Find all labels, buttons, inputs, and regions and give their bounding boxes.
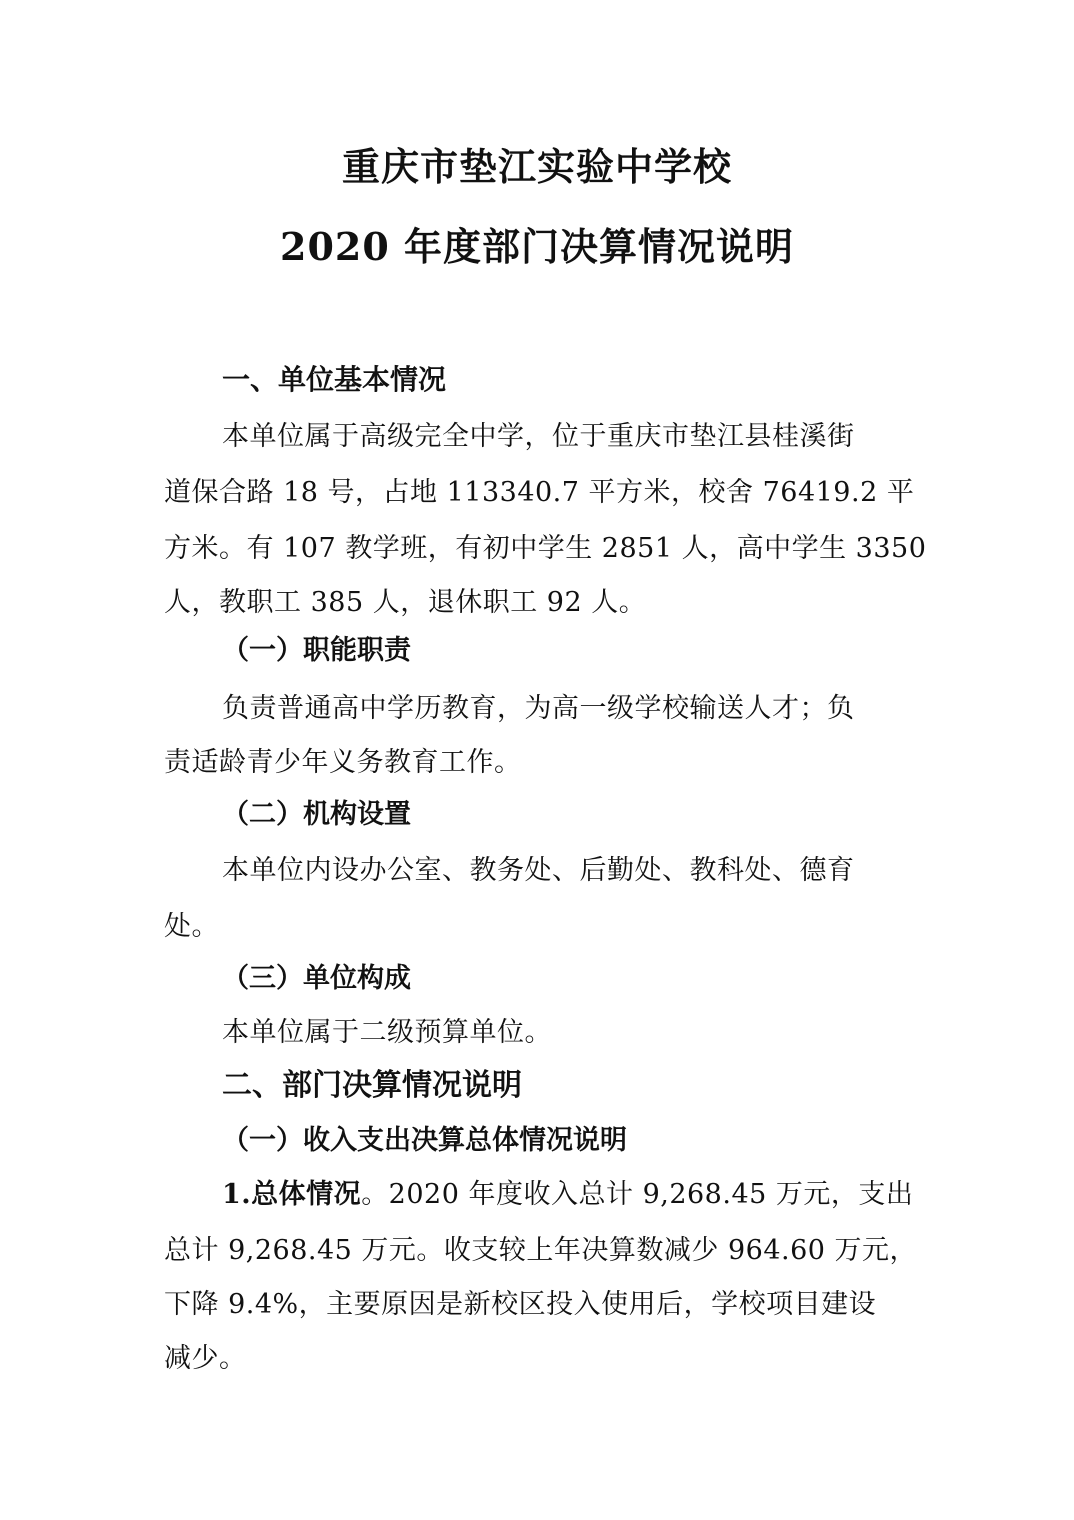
composition-line: 本单位属于二级预算单位。 xyxy=(222,1017,552,1048)
organization-line: 本单位内设办公室、教务处、后勤处、教科处、德育 xyxy=(222,855,855,886)
overall-label: 1.总体情况 xyxy=(222,1179,362,1210)
overall-line: 下降 9.4%，主要原因是新校区投入使用后，学校项目建设 xyxy=(164,1289,877,1320)
subsection-income-expense-heading: （一）收入支出决算总体情况说明 xyxy=(222,1125,627,1156)
overall-line: 总计 9,268.45 万元。收支较上年决算数减少 964.60 万元， xyxy=(164,1235,918,1266)
document-title-line1: 重庆市垫江实验中学校 xyxy=(341,144,732,189)
section1-intro-line: 方米。有 107 教学班，有初中学生 2851 人，高中学生 3350 xyxy=(164,533,927,564)
functions-line: 负责普通高中学历教育，为高一级学校输送人才；负 xyxy=(222,693,855,724)
section1-intro-line: 道保合路 18 号，占地 113340.7 平方米，校舍 76419.2 平 xyxy=(164,477,915,508)
functions-line: 责适龄青少年义务教育工作。 xyxy=(164,747,522,778)
section1-intro-line: 本单位属于高级完全中学，位于重庆市垫江县桂溪街 xyxy=(222,421,855,452)
section1-intro-line: 人，教职工 385 人，退休职工 92 人。 xyxy=(164,587,647,618)
overall-line xyxy=(222,1172,913,1211)
document-title-line2: 2020 年度部门决算情况说明 xyxy=(280,224,794,269)
overall-line-text: 。2020 年度收入总计 9,268.45 万元，支出 xyxy=(361,1179,914,1210)
section2-heading: 二、部门决算情况说明 xyxy=(222,1068,522,1103)
subsection-composition-heading: （三）单位构成 xyxy=(222,963,411,994)
organization-line: 处。 xyxy=(164,911,219,942)
subsection-functions-heading: （一）职能职责 xyxy=(222,635,411,666)
overall-line: 减少。 xyxy=(164,1343,247,1374)
section1-heading: 一、单位基本情况 xyxy=(222,363,447,396)
subsection-organization-heading: （二）机构设置 xyxy=(222,799,411,830)
